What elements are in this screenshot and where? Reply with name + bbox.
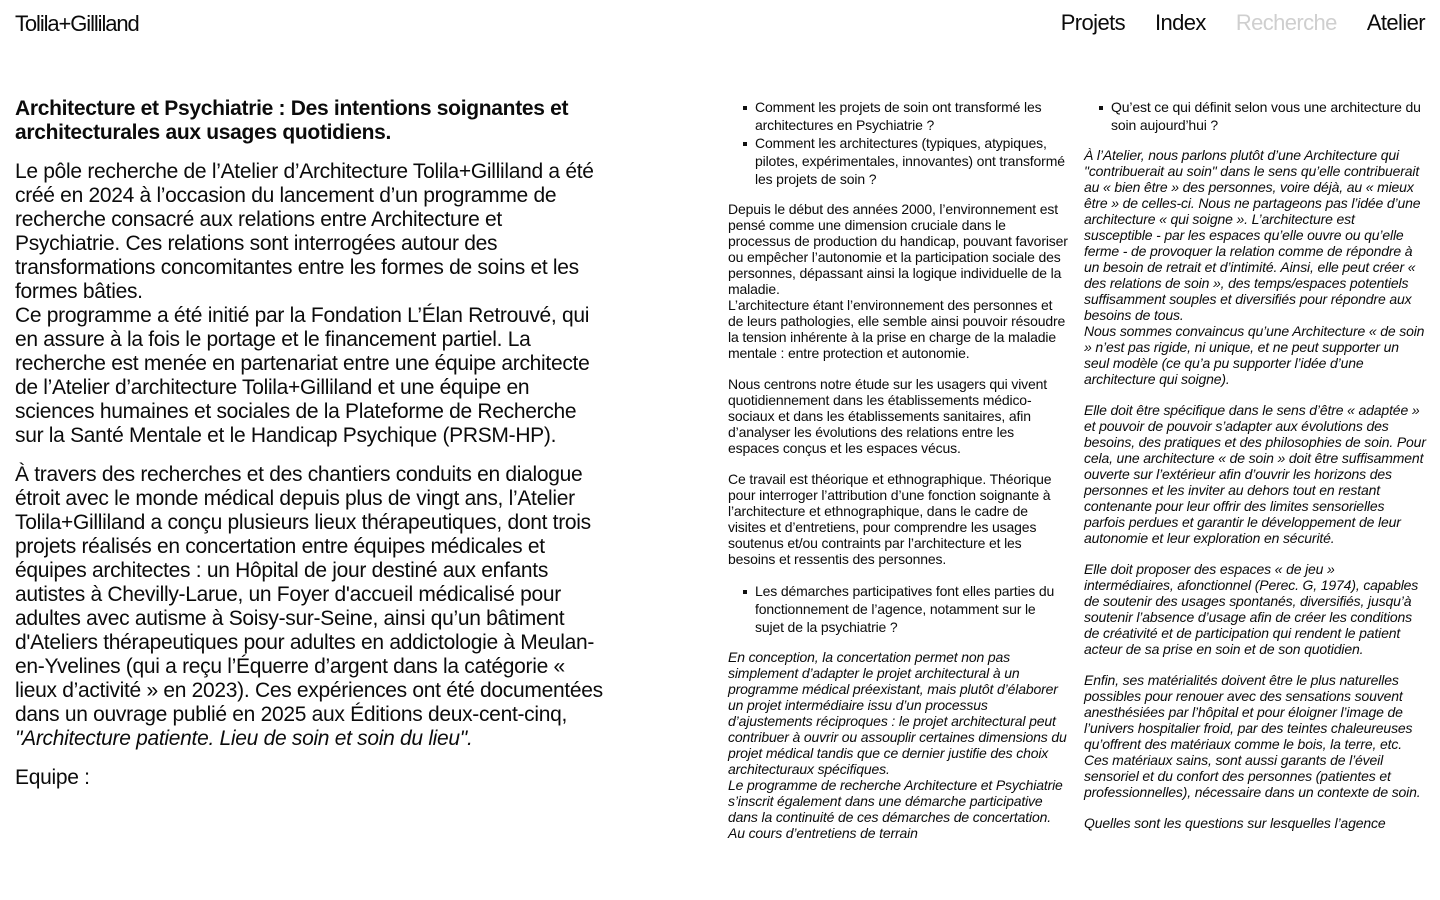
question-item: Qu’est ce qui définit selon vous une architecture du soin aujourd’hui ?: [1111, 98, 1426, 134]
nav-atelier[interactable]: Atelier: [1366, 10, 1425, 35]
question-list-2: [728, 582, 1068, 636]
experiences-text: À travers des recherches et des chantiers conduits en dialogue étroit avec le monde médical depuis plus de vingt ans, l’Atelier Tolila+Gilliland a conçu plusieurs lieux thérapeutiques, dont trois projets réalisés en concertation entre équipes médicales et équipes architectes : un Hôpital de jour destiné aux enfants autistes à Chevilly-Larue, un Foyer d'accueil médicalisé pour adultes avec autisme à Soisy-sur-Seine, ainsi qu’un bâtiment d'Ateliers thérapeutiques pour adultes en addictologie à Meulan-en-Yvelines (qui a reçu l’Équerre d’argent dans la catégorie « lieux d’activité » en 2023). Ces expériences ont été documentées dans un ouvrage publié en 2025 aux Éditions deux-cent-cinq,: [15, 463, 603, 726]
concertation-text: En conception, la concertation permet non pas simplement d’adapter le projet architectural à un programme médical préexistant, mais plutôt d’élaborer un projet intermédiaire issu d’un processus d’ajustements réciproques : le projet architectural peut contribuer à ouvrir ou assouplir certaines dimensions du projet médical tandis que ce dernier justifie des choix architecturaux spécifiques.: [728, 649, 1067, 777]
architecture-text: L’architecture étant l’environnement des personnes et de leurs pathologies, elle semble ainsi pouvoir résoudre la tension inhérente à la prise en charge de la maladie mentale : entre protection et autonomie.: [728, 297, 1066, 361]
nav-projets[interactable]: Projets: [1060, 10, 1125, 35]
answer-paragraph-5: Quelles sont les questions sur lesquelles l’agence: [1084, 815, 1386, 831]
answer-paragraph-1: [1084, 147, 1426, 387]
answer-text-1a: À l’Atelier, nous parlons plutôt d’une Architecture qui "contribuerait au soin" dans le sens qu’elle contribuerait au « bien être » des personnes, voire déjà, au « mieux être » de celles-ci. Nous ne partageons pas l’idée d’une architecture « qui soigne ». L’architecture est susceptible - par les espaces qu’elle ouvre ou qu’elle ferme - de provoquer la relation comme de répondre à un besoin de retrait et d’intimité. Ainsi, elle peut créer « des relations de soin », des temps/espaces potentiels suffisamment souples et diversifiés pour répondre aux besoins de tous.: [1084, 147, 1421, 323]
nav-recherche[interactable]: Recherche: [1235, 10, 1337, 35]
participative-text: Le programme de recherche Architecture et Psychiatrie s’inscrit également dans une démarche participative dans la continuité de ces démarches de concertation. Au cours d’entretiens de terrain: [728, 777, 1063, 841]
answer-paragraph-4: Enfin, ses matérialités doivent être le plus naturelles possibles pour renouer avec des sensations souvent anesthésiées par l’hôpital et pour éloigner l’image de l’univers hospitalier froid, par des teintes chaleureuses qu’offrent des matériaux comme le bois, la terre, etc. Ces matériaux sains, sont aussi garants de l’éveil sensoriel et du confort des personnes (patientes et professionnelles), nécessaire dans un contexte de soin.: [1084, 672, 1421, 800]
right-column: [1084, 98, 1426, 846]
answer-paragraph-3: Elle doit proposer des espaces « de jeu » intermédiaires, afonctionnel (Perec. G, 1974), capables de soutenir des usages spontanés, diversifiés, jusqu’à soutenir l’absence d’usage afin de créer les conditions de créativité et de participation qui rendent le patient acteur de sa prise en soin et de son quotidien.: [1084, 561, 1419, 657]
method-paragraph: Ce travail est théorique et ethnographique. Théorique pour interroger l’attribution d’une fonction soignante à l’architecture et ethnographique, dans le cadre de visites et d’entretiens, pour comprendre les usages soutenus et/ou contraints par l’architecture et les besoins et ressentis des personnes.: [728, 471, 1052, 567]
environment-text: Depuis le début des années 2000, l’environnement est pensé comme une dimension cruciale dans le processus de production du handicap, pouvant favoriser ou empêcher l’autonomie et la participation sociale des personnes, dépassant ainsi la logique individuelle de la maladie.: [728, 201, 1068, 297]
paragraph-experiences: [15, 463, 605, 751]
answer-paragraph-2: Elle doit être spécifique dans le sens d’être « adaptée » et pouvoir de pouvoir s’adapter aux évolutions des besoins, des pratiques et des philosophies de soin. Pour cela, une architecture « de soin » doit être suffisamment ouverte sur l’extérieur afin d’ouvrir les horizons des personnes et les inviter au dehors tout en restant contenante pour leur offrir des limites sensorielles parfois perdues et garantir le développement de leur autonomie et leur exploration en sécurité.: [1084, 402, 1426, 546]
book-title: "Architecture patiente. Lieu de soin et soin du lieu".: [15, 727, 473, 750]
question-list-3: [1084, 98, 1426, 134]
site-logo[interactable]: Tolila+Gilliland: [15, 11, 139, 36]
question-item: Les démarches participatives font elles parties du fonctionnement de l’agence, notamment sur le sujet de la psychiatrie ?: [755, 582, 1068, 636]
main-nav: [1061, 10, 1425, 36]
paragraph-pole-recherche: [15, 160, 605, 448]
middle-column: [728, 98, 1068, 856]
nav-index[interactable]: Index: [1155, 10, 1206, 35]
answer-text-1b: Nous sommes convaincus qu’une Architecture « de soin » n’est pas rigide, ni unique, et ne peut supporter un seul modèle (ce qu’a pu supporter l’idée d’une architecture qui soigne).: [1084, 323, 1425, 387]
question-item: Comment les architectures (typiques, atypiques, pilotes, expérimentales, innovantes) ont transformé les projets de soin ?: [755, 134, 1068, 188]
study-paragraph: Nous centrons notre étude sur les usagers qui vivent quotidiennement dans les établissements médico-sociaux et dans les établissements sanitaires, afin d’analyser les évolutions des relations entre les espaces conçus et les espaces vécus.: [728, 376, 1048, 456]
team-heading: Equipe :: [15, 766, 90, 789]
concertation-paragraph: [728, 649, 1068, 841]
fondation-text: Ce programme a été initié par la Fondation L’Élan Retrouvé, qui en assure à la fois le portage et le financement partiel. La recherche est menée en partenariat entre une équipe architecte de l’Atelier d’architecture Tolila+Gilliland et une équipe en sciences humaines et sociales de la Plateforme de Recherche sur la Santé Mentale et le Handicap Psychique (PRSM-HP).: [15, 304, 590, 447]
left-column: [15, 97, 605, 805]
environment-paragraph: [728, 201, 1068, 361]
question-list-1: [728, 98, 1068, 188]
question-item: Comment les projets de soin ont transformé les architectures en Psychiatrie ?: [755, 98, 1068, 134]
intro-heading: Architecture et Psychiatrie : Des intentions soignantes et architecturales aux usages quotidiens.: [15, 97, 569, 144]
pole-recherche-text: Le pôle recherche de l’Atelier d’Architecture Tolila+Gilliland a été créé en 2024 à l’occasion du lancement d’un programme de recherche consacré aux relations entre Architecture et Psychiatrie. Ces relations sont interrogées autour des transformations concomitantes entre les formes de soins et les formes bâties.: [15, 160, 594, 303]
